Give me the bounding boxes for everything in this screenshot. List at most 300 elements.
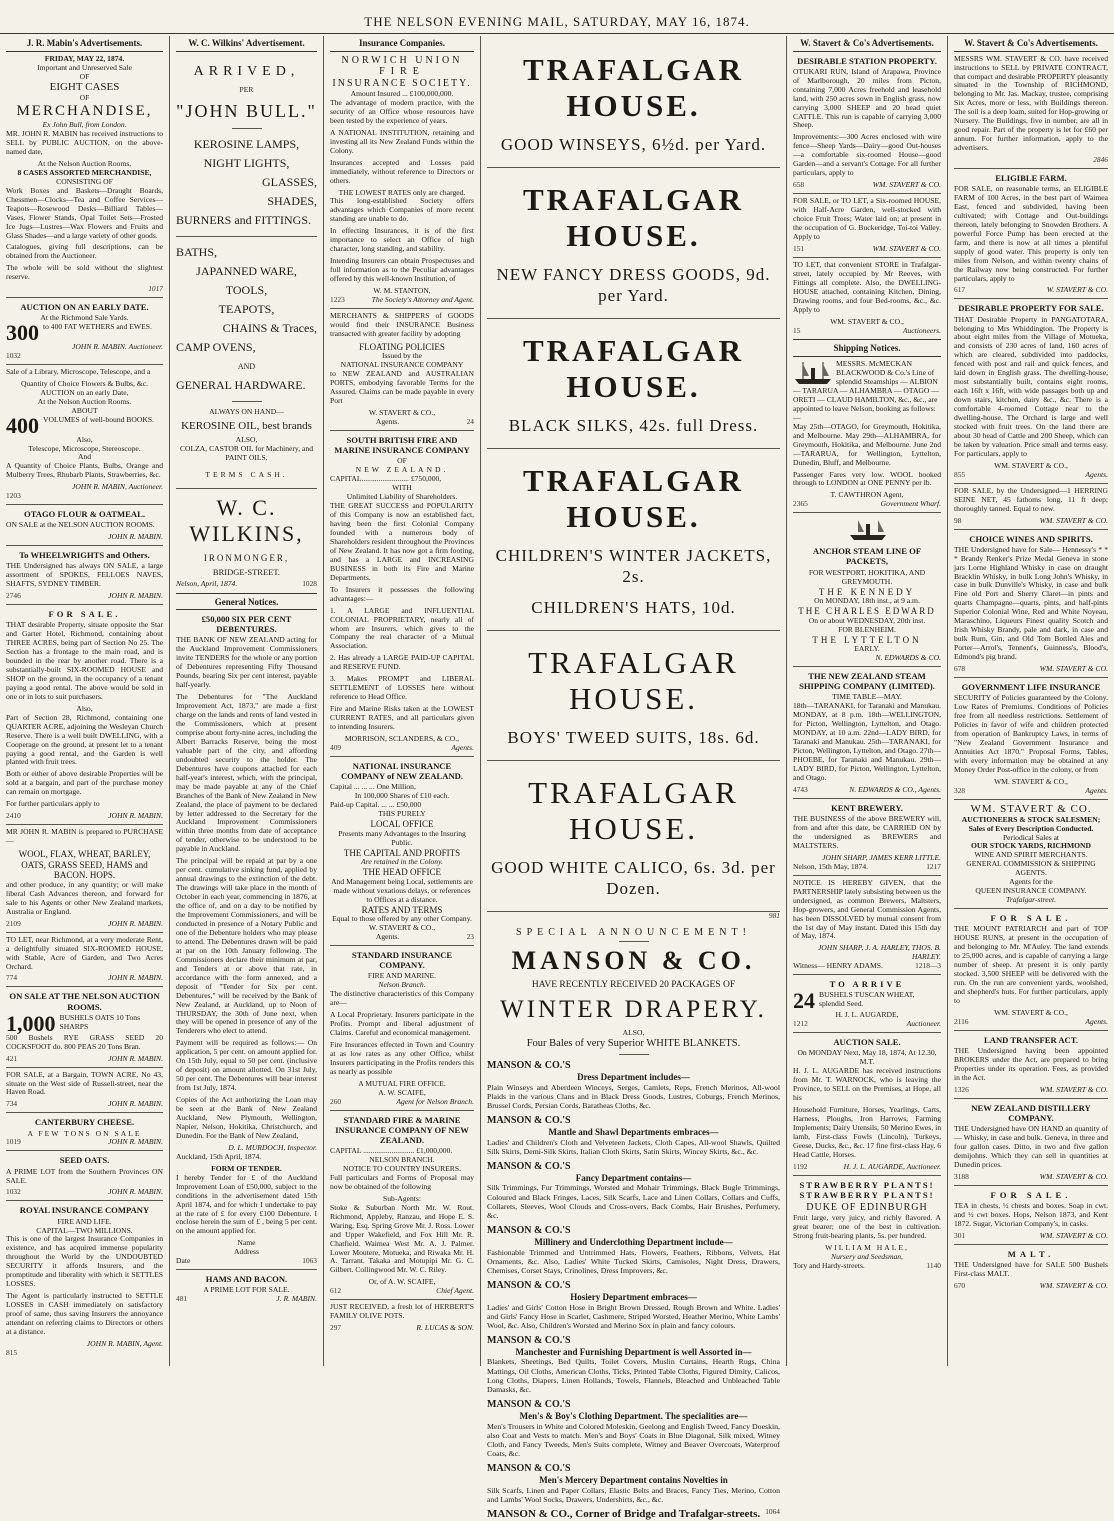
land-title: LAND TRANSFER ACT. <box>984 1034 1078 1045</box>
kent-date: Nelson, 15th May, 1874. <box>793 861 869 871</box>
ref-number: 409 <box>330 742 342 752</box>
consisting-label: CONSISTING OF <box>56 176 113 186</box>
seedoats-title: SEED OATS. <box>59 1155 110 1166</box>
stavert-general: GENERAL COMMISSION & SHIPPING AGENTS. <box>966 859 1096 878</box>
auction-ship: Ex John Bull, from London. <box>42 120 127 130</box>
ref-number: 617 <box>954 285 966 295</box>
ref-number: 421 <box>6 1053 18 1063</box>
malt-title: MALT. <box>1007 1248 1055 1259</box>
anchor-ship1: THE KENNEDY <box>818 586 916 597</box>
southbritish-agents: Agents. <box>451 742 474 752</box>
norwich-society: INSURANCE SOCIETY. <box>332 78 472 90</box>
standard-points: A Local Proprietary. Insurers participate in the Profits. Prompt and liberal adjustment of Claims. Careful and economical management. <box>330 1010 474 1037</box>
seine-agent: WM. STAVERT & CO. <box>1039 515 1108 525</box>
trafalgar-ad <box>487 761 780 912</box>
trafalgar-ad <box>487 38 780 168</box>
manson-dept-text: Blankets, Sheetings, Bed Quilts, Toilet Covers, Muslin Curtains, Hearth Rugs, China Mattings, Oil Cloths, American Cloths, Ticks, Printed Table Cloths, Figured Dimity, Calicos, Long Cloths, Diapers, Linen Hollands, Towels, Flannels, Bleached and Unbleached Table Damasks, &c. <box>487 1357 780 1395</box>
wilkins-date: Nelson, April, 1874. <box>176 578 238 588</box>
ref-number: 1019 <box>6 1137 21 1147</box>
arrived-text: ARRIVED, <box>193 63 300 79</box>
norwich-agent2: The Society's Attorney and Agent. <box>371 295 474 305</box>
cheese-title: CANTERBURY CHEESE. <box>34 1117 135 1128</box>
manson-dept-name: MANSON & CO.'S <box>487 1335 571 1347</box>
ref-number: 2846 <box>1093 155 1108 165</box>
ref-number: 678 <box>954 664 966 674</box>
standard2-notice: NOTICE TO COUNTRY INSURERS. <box>343 1163 461 1173</box>
standard-branch: Nelson Branch. <box>378 980 426 990</box>
national-text: Presents many Advantages to the Insuring Public. <box>338 828 466 847</box>
anchor-ship1-date: On MONDAY, 18th inst., at 9 a.m. <box>814 596 920 606</box>
wines-title: CHOICE WINES AND SPIRITS. <box>969 533 1093 544</box>
auction-catalogues: Catalogues, giving full descriptions, can be obtained from the Auctioneer. <box>6 242 163 261</box>
library-title: Sale of a Library, Microscope, Telescope, and a <box>6 366 151 376</box>
ref-number: 1212 <box>793 1019 808 1029</box>
auction2-place: At the Richmond Sale Yards. <box>40 313 129 323</box>
national-company: NATIONAL INSURANCE COMPANY <box>340 360 464 370</box>
national-local: LOCAL OFFICE <box>370 818 434 829</box>
manson-dept-name: MANSON & CO.'S <box>487 1060 571 1072</box>
column-header: W. Stavert & Co's Advertisements. <box>954 38 1108 52</box>
sale-agent: WM. STAVERT & CO. <box>872 243 941 253</box>
nzship-title: THE NEW ZEALAND STEAM SHIPPING COMPANY (LIMITED). <box>799 671 935 692</box>
hams-text: A PRIME LOT FOR SALE. <box>203 1285 290 1295</box>
trafalgar-title: TRAFALGAR HOUSE. <box>528 645 739 716</box>
issued-label: Issued by the <box>381 351 423 361</box>
colza-oil: COLZA, CASTOR OIL for Machinery, and PAINT OILS. <box>179 444 313 463</box>
merchants-text: MERCHANTS & SHIPPERS of GOODS would find their INSURANCE Business transacted with greater facility by adopting <box>330 310 474 338</box>
manson-received: HAVE RECENTLY RECEIVED 20 PACKAGES OF <box>531 980 736 991</box>
advantage-point: 1. A LARGE and INFLUENTIAL COLONIAL PROPRIETARY, nearly all of whom are Insurers, which gives to the Company the real character of a Mutual Association. <box>330 605 474 651</box>
stavert-title: AUCTIONEERS & STOCK SALESMEN; Sales of Every Description Conducted. <box>961 814 1101 833</box>
nz-label: NEW ZEALAND. <box>355 465 449 475</box>
oats-count: 1,000 <box>6 1010 56 1036</box>
floating-policies: FLOATING POLICIES <box>359 341 445 352</box>
ref-number: 612 <box>330 1286 342 1296</box>
ref-number: 774 <box>6 973 18 983</box>
column-header: Insurance Companies. <box>330 38 474 52</box>
tolet-text: TO LET, that convenient STORE in Trafalgar-street, lately occupied by Mr Reeves, with Fittings all complete. Also, the DWELLING-HOUSE attached, containing Kitchen, Dining, Drawing rooms, and four Bed-rooms, &c., &c. Apply to <box>793 259 941 314</box>
national-capital2: THE CAPITAL AND PROFITS <box>343 847 461 858</box>
ref-number: 1063 <box>302 1256 317 1266</box>
ref-number: 98 <box>954 515 962 525</box>
always-label: ALWAYS ON HAND— <box>209 407 284 417</box>
pangatotara-agents: Agents. <box>1085 469 1108 479</box>
manson-dept-name: MANSON & CO.'S <box>487 1115 571 1127</box>
steamship-icon <box>793 360 833 386</box>
manson-title: MANSON & CO. <box>511 945 756 975</box>
ref-number: 260 <box>330 1096 342 1106</box>
ref-number: 1032 <box>6 1187 21 1197</box>
national-text3: Equal to those offered by any other Company. <box>332 914 472 924</box>
manson-dept-head: Mantle and Shawl Departments embraces— <box>548 1127 719 1137</box>
with-label: WITH <box>392 483 412 493</box>
kerosine-oil: KEROSINE OIL, best brands <box>181 420 312 433</box>
of-label: OF <box>397 456 407 466</box>
form-address: Address <box>234 1247 259 1257</box>
mcmeckan-text: MESSRS. McMECKAN BLACKWOOD & Co.'s Line of splendid Steamships — ALBION — TARARUA — ALHAMBRA — OTAGO — ORETI — CLAUD HAMILTON, &c., &c., are appointed to leave Nelson, booking as follows:— <box>793 359 939 422</box>
ref-number: 1028 <box>302 578 317 588</box>
ref-number: 2365 <box>793 499 808 509</box>
debentures-text5: Copies of the Act authorizing the Loan may be seen at the Bank of New Zealand Auckland, New Plymouth, Wellington, Napier, Nelson, Hokitika, Christchurch, and Dunedin. For the Bank of New Zealand, <box>176 1095 317 1140</box>
forsale-text3: Both or either of above desirable Properties will be sold at a bargain, and part of the purchase money can remain on mortgage. <box>6 769 163 797</box>
mcmeckan-agent2: Government Wharf. <box>880 499 941 509</box>
ref-number: 981 <box>768 911 780 920</box>
straw-place: Tory and Hardy-streets. <box>793 1260 865 1270</box>
land-agent: WM. STAVERT & CO. <box>1039 1084 1108 1094</box>
ref-number: 297 <box>330 1323 342 1333</box>
goods-item: NIGHT LIGHTS, <box>203 156 290 171</box>
national-head: THE HEAD OFFICE <box>363 867 441 878</box>
kent-names: JOHN SHARP, JAMES KERR LITTLE. <box>822 852 941 862</box>
manson-dept-name: MANSON & CO.'S <box>487 1225 571 1237</box>
manson-dept-name: MANSON & CO.'S <box>487 1399 571 1411</box>
standard-mutual: A MUTUAL FIRE OFFICE. <box>358 1078 446 1088</box>
trafalgar-house-ads <box>487 38 780 912</box>
forsale-text: THE MOUNT PATRIARCH and part of TOP HOUSE RUNS, at present in the occupation of and belonging to Mr. M'Auley. The land extends to 25,000 acres, and is capable of carrying a large number of sheep. At present it is only partly stocked. 3,500 SHEEP will be delivered with the run. On the run are convenient yards, woolshed, and shepherd's huts. For further particulars, apply to <box>954 924 1108 1005</box>
standard2-text: Full particulars and Forms of Proposal may now be obtained of the following <box>330 1172 474 1191</box>
forsale-title: FOR SALE. <box>48 609 121 620</box>
tolet-agent: JOHN R. MABIN. <box>108 973 163 983</box>
ref-number: 3188 <box>954 1171 969 1181</box>
otago-text: ON SALE at the NELSON AUCTION ROOMS. <box>6 520 155 530</box>
advantage-point: 2. Has already a LARGE PAID-UP CAPITAL and RESERVE FUND. <box>330 653 474 672</box>
auction-title: AUCTION SALE. <box>833 1037 901 1048</box>
blankets-text: Four Bales of very Superior WHITE BLANKETS. <box>526 1037 741 1049</box>
auction2-agent: JOHN R. MABIN. Auctioneer. <box>72 342 163 352</box>
manson-dept-name: MANSON & CO.'S <box>487 1280 571 1292</box>
trafalgar-offer: NEW FANCY DRESS GOODS, 9d. per Yard. <box>496 265 771 305</box>
manson-dept-text: Ladies' and Girls' Cotton Hose in Bright Brown Dressed, Rough Brown and White. Ladies' and Girls' Fancy Hose in Scarlet, Cashmere, Striped Worsted, Heather Merino, White Lambs' Wool, &c. Also, Children's Worsted and Merino Sox in plain and fancy colours. <box>487 1302 780 1330</box>
royal-text2: The Agent is particularly instructed to SETTLE LOSSES in CASH immediately on satisfactory proof of same, thus saving Insurers the annoyance attendant on referring claims to Directors or others at a distance. <box>6 1291 163 1337</box>
auction-date: FRIDAY, MAY 22, 1874. <box>44 53 125 63</box>
ref-number: 15 <box>793 325 801 335</box>
manson-corner: MANSON & CO., Corner of Bridge and Trafalgar-streets. <box>487 1508 761 1521</box>
special-announcement: SPECIAL ANNOUNCEMENT! <box>516 926 751 938</box>
manson-dept-text: Fashionable Trimmed and Untrimmed Hats, Flowers, Feathers, Ribbons, Velvets, Hat Ornaments, &c. Also, Ladies' White Tucked Skirts, Camisoles, Night Dress, Drawers, Chemises, Corset Stays, Crinolines, Dress Improvers, &c. <box>487 1247 780 1275</box>
hams-agent: J. R. MABIN. <box>276 1294 317 1304</box>
manson-departments <box>487 1060 780 1504</box>
trafalgar-ad <box>487 168 780 319</box>
auction-intro: Important and Unreserved Sale <box>37 62 132 72</box>
standard-text2: Fire Insurances effected in Town and Country at as low rates as any other Office, whilst Insurers participating in the Profits renders this as nearly as possible <box>330 1039 474 1076</box>
per-label: PER <box>239 85 254 95</box>
ref-number: 1017 <box>148 284 163 294</box>
merchants-agents: Agents. <box>375 417 400 427</box>
column-mabin <box>0 36 170 1366</box>
distillery-title: NEW ZEALAND DISTILLERY COMPANY. <box>971 1102 1091 1123</box>
just-agent: R. LUCAS & SON. <box>416 1323 474 1333</box>
wheel-agent: JOHN R. MABIN. <box>108 591 163 601</box>
national-purely: THIS PURELY <box>378 809 426 819</box>
advantage-point: 3. Makes PROMPT and LIBERAL SETTLEMENT of LOSSES here without reference to Head Office. <box>330 674 474 702</box>
seedoats-text: A PRIME LOT from the Southern Provinces ON SALE. <box>6 1166 163 1185</box>
manson-dept-text: Ladies' and Children's Cloth and Velveteen Jackets, Cloth Capes, All-wool Shawls, Quilted Silk Skirts, Demi-Silk Skirts, Italian Cloth Skirts, Satin Skirts, Wincey Skirts, &c., &c. <box>487 1137 780 1156</box>
southbritish-title: SOUTH BRITISH FIRE AND MARINE INSURANCE COMPANY <box>334 435 470 456</box>
standard-text: The distinctive characteristics of this Company are— <box>330 989 474 1008</box>
standard-agent2: Agent for Nelson Branch. <box>396 1096 474 1106</box>
govt-text: SECURITY of Policies guaranteed by the Colony. Low Rates of Premiums. Conditions of Policies free from all needless restrictions. Settlement of Policies in favor of wife and children protected from operation of Bankruptcy Laws, in terms of "New Zealand Government Insurance and Annuities Act 1870." Proposal Forms, Tables, with every information may be obtained at any Money Order Post-office in the colony, or from <box>954 693 1108 774</box>
bargain-agent: JOHN R. MABIN. <box>108 1099 163 1109</box>
onsale-items: 500 Bushels RYE GRASS SEED 20 COCKSFOOT do. 800 PEAS 20 Tons Bran. <box>6 1032 163 1051</box>
arrive-text: BUSHELS TUSCAN WHEAT, splendid Seed. <box>819 990 915 1009</box>
also-label: ALSO, <box>235 435 258 445</box>
goods-list-2 <box>176 243 317 395</box>
ref-number: 4743 <box>793 784 808 794</box>
debentures-text3: The principal will be repaid at par by a one per cent. cumulative sinking fund, applied by annual drawings to the extinction of the debt. The drawings will take place in the month of October in each year, commencing in 1876, at the office of, and on a day to be notified by the Improvement Commissioners, and will be conducted in presence of a Notary Public and one of the Debenture holders who may please to attend. The Debentures drawn will be paid at par on the 10th January following. The Commissioners declare their minimum at par, and Tenders at or above that rate, in accordance with the form annexed, and a deposit of "Tender for Six per cent. Debentures," will be received by the Bank of New Zealand, at Auckland, up to Noon of THURSDAY, the 30th of June next, when they will be opened in presence of any of the Tenderers who elect to attend. <box>176 856 317 1036</box>
debentures-date: Auckland, 15th April, 1874. <box>176 1151 262 1161</box>
shipping-header: Shipping Notices. <box>793 339 941 357</box>
auction-items: Work Boxes and Baskets—Draught Boards, Chessmen—Clocks—Tea and Coffee Services—Teapots—Rosewood Desks—Billiard Tables—Vases, Flower Stands, Opal Toilet Sets—Frosted Ice Jugs—Lustres—Wax Flowers and Fruits and Glass Shades—and a large variety of other goods. <box>6 185 163 240</box>
wheel-text: THE Undersigned has always ON SALE, a large assortment of SPOKES, FELLOES NAVES, SHAFTS, SYDNEY TIMBER. <box>6 561 163 589</box>
southbritish-points <box>330 607 474 703</box>
royal-title: ROYAL INSURANCE COMPANY <box>19 1205 150 1216</box>
manson-dept-head: Fancy Department contains— <box>575 1172 692 1183</box>
royal-sub: FIRE AND LIFE. <box>57 1216 112 1226</box>
library-place: At the Nelson Auction Rooms. <box>37 396 132 406</box>
station-text: OTUKARI RUN, Island of Arapawa, Province of Marlborough, 20 miles from Picton, containing 7,000 Acres freehold and leasehold land, with 250 acres sown in English grass, now carrying 3,000 SHEEP and 20 head quiet CATTLE. This run is capable of carrying 3,000 Sheep. <box>793 66 941 130</box>
govt-title: GOVERNMENT LIFE INSURANCE <box>961 682 1101 692</box>
goods-item: GLASSES, <box>261 175 317 190</box>
terms-cash: TERMS CASH. <box>205 470 288 480</box>
anchor-title: ANCHOR STEAM LINE OF PACKETS, <box>812 546 922 567</box>
manson-dept-head: Men's Mercery Department contains Novelties in <box>539 1475 728 1486</box>
purchase-items: WOOL, FLAX, WHEAT, BARLEY, OATS, GRASS SEED, HAMS and BACON. HOPS. <box>18 849 151 881</box>
ref-number: 2116 <box>954 1016 969 1026</box>
kent-title: KENT BREWERY. <box>831 802 903 813</box>
norwich-text5: Intending Insurers can obtain Prospectuses and full information as to the Peculiar advantages offered by this well-known Institution, of <box>330 256 474 284</box>
library-early: AUCTION on an early Date, <box>40 387 129 397</box>
national-text2: And Management being Local, settlements are made without vexatious delays, or references to Offices at a distance. <box>331 876 473 904</box>
onsale-agent: JOHN R. MABIN. <box>108 1053 163 1063</box>
forsale-apply: For further particulars apply to <box>6 799 100 809</box>
ref-number: 1326 <box>954 1084 969 1094</box>
goods-item: AND <box>237 362 256 372</box>
standard2-capital: CAPITAL ........................... £1,000,000. <box>330 1146 453 1156</box>
auction-body: MR. JOHN R. MABIN has received instructions to SELL by PUBLIC AUCTION, on the above-named date, <box>6 129 163 156</box>
stavert-agents-for: Agents for the <box>1009 877 1053 887</box>
merchants-agent: W. STAVERT & CO., <box>368 408 436 418</box>
cheese-text: A FEW TONS ON SALE <box>27 1128 142 1138</box>
volumes-text: VOLUMES of well-bound BOOKS. <box>43 414 154 424</box>
ref-number: 815 <box>6 1347 18 1357</box>
column-insurance <box>324 36 481 1366</box>
otago-agent: JOHN R. MABIN. <box>108 532 163 542</box>
wilkins-street: BRIDGE-STREET. <box>212 566 281 577</box>
southbritish-capital: CAPITAL......................... £750,000, <box>330 474 442 484</box>
southbritish-agent: MORRISON, SCLANDERS, & CO., <box>344 733 460 743</box>
merchants-text2: to NEW ZEALAND and AUSTRALIAN PORTS, embodying favorable Terms for the Assured. Claims can be made payable in every Port <box>330 369 474 406</box>
station-text2: Improvements:—300 Acres enclosed with wire fence—Sheep Yards—Dairy—good Out-houses—a comfortable six-roomed House—good Garden—and a servant's Cottage. For all further particulars, apply to <box>793 132 941 178</box>
just-text: JUST RECEIVED, a fresh lot of HERBERT'S FAMILY OLIVE POTS. <box>330 1302 474 1321</box>
standard-title: STANDARD INSURANCE COMPANY. <box>351 950 453 971</box>
forsale-text: THAT desirable Property, situate opposite the Star and Garter Hotel, Richmond, containing about THREE ACRES, being part of Section No 25. The Section has a frontage to the main road, and is bounded in the rear by another road. There is a substantially-built SIX-ROOMED HOUSE and SHOP on the ground, in the occupancy of a tenant paying a good rental. The above would be sold in one or in lots to suit purchasers. <box>6 620 163 701</box>
goods-list-1 <box>176 135 317 230</box>
column-header: W. Stavert & Co's Advertisements. <box>793 38 941 52</box>
manson-dept-head: Hosiery Department embraces— <box>570 1291 697 1302</box>
nzship-agent: N. EDWARDS & CO., Agents. <box>849 784 941 794</box>
trafalgar-offer: BOYS' TWEED SUITS, 18s. 6d. <box>507 728 760 747</box>
wethers-count: 300 <box>6 320 39 346</box>
column-trafalgar-manson <box>481 36 787 1521</box>
goods-item: KEROSINE LAMPS, <box>193 137 300 152</box>
tolet-agent: WM. STAVERT & CO., <box>830 316 904 326</box>
anchor-ship3: THE LYTTELTON <box>812 634 922 645</box>
royal-capital: CAPITAL—TWO MILLIONS. <box>36 1225 133 1235</box>
ref-number: 658 <box>793 180 805 190</box>
arrive-agent2: Auctioneer. <box>906 1019 941 1029</box>
unlimited-label: Unlimited Liability of Shareholders. <box>346 492 458 502</box>
also-label: ALSO, <box>622 1027 645 1037</box>
trafalgar-ad <box>487 631 780 761</box>
trafalgar-title: TRAFALGAR HOUSE. <box>522 52 745 123</box>
standard2-agents: Stoke & Suburban North Mr. W. Rout. Richmond, Appleby, Ranzau, and Hope E. S. Waring, Esq. Spring Grove Mr. J. Ross. Lower and Upper Wakefield, and Fox Hill Mr. R. Chatfield. Waimea West Mr. A. J. Palmer. Lower Moutere, Motueka, and Riwaka Mr. H. A. Tarrant. Takaka and Motupipi Mr. G. C. Gilbert. Collingwood Mr. W. C. Riley. <box>330 1202 474 1275</box>
standard-agent: A. W. SCAIFE, <box>378 1087 426 1097</box>
southbritish-text2: To Insurers it possesses the following advantages:— <box>330 584 474 603</box>
pangatotara-agent: WM. STAVERT & CO., <box>994 460 1068 470</box>
debentures-title: £50,000 SIX PER CENT DEBENTURES. <box>201 614 292 635</box>
goods-item: SHADES, <box>267 194 317 209</box>
telescope-text: Telescope, Microscope, Stereoscope. <box>28 443 141 453</box>
auction-items: Household Furniture, Horses, Yearlings, Carts, Harness, Ploughs, Iron Harrows, Farming Implements; Dairy Utensils, 50 Merino Ewes, in lamb, First-class Fowls (Lincoln), Turkeys, Geese, Ducks, &c., &c. 17 fine first-class Hay, 6 Head Cattle, Horses. <box>793 1105 941 1159</box>
form-date: Date <box>176 1256 191 1266</box>
of-label-2: OF <box>79 93 90 103</box>
mcmeckan-fares: Passenger Fares very low. WOOL booked through to LONDON at ONE PENNY per lb. <box>793 469 941 488</box>
straw-text: Fruit large, very juicy, and richly flavored. A great bearer; one of the best in cultivation. Strong fruit-bearing plants, 5s. per hundred. <box>793 1212 941 1240</box>
ref-number: 2746 <box>6 591 21 601</box>
stavert-yards: OUR STOCK YARDS, RICHMOND <box>971 841 1091 851</box>
stavert-wine: WINE AND SPIRIT MERCHANTS. <box>974 850 1088 860</box>
standard2-branch: NELSON BRANCH. <box>369 1155 435 1164</box>
stavert-periodical: Periodical Sales at <box>1002 832 1060 842</box>
national-rates: RATES AND TERMS <box>361 904 443 915</box>
mcmeckan-agent: T. CAWTHRON Agent, <box>830 490 904 500</box>
wilkins-name: W. C. WILKINS, <box>189 495 304 546</box>
southbritish-text: THE GREAT SUCCESS and POPULARITY of this Company is now an established fact, having been the first Colonial Company founded with a numerous body of Shareholders resident throughout the Provinces of New Zealand. It has now got a firm footing, and has a LARGE and INCREASING BUSINESS in both its Fire and Marine Departments. <box>330 501 474 582</box>
ref-number: 855 <box>954 469 966 479</box>
anchor-ship2: THE CHARLES EDWARD <box>798 606 936 617</box>
seine-text: FOR SALE, by the Undersigned—1 HERRING SEINE NET, 45 fathoms long, 11 ft deep; thoroughly tanned. Equal to new. <box>954 485 1108 513</box>
straw-agent: WILLIAM HALE, <box>825 1242 909 1252</box>
ref-number: 481 <box>176 1294 188 1304</box>
otago-title: OTAGO FLOUR & OATMEAL. <box>24 509 145 520</box>
wheel-title: To WHEELWRIGHTS and Others. <box>19 550 150 561</box>
land-text: THE Undersigned having been appointed BROKERS under the Act, are prepared to bring Properties under its operation. Fees, as provided in the Act. <box>954 1045 1108 1082</box>
column-wilkins <box>170 36 324 1366</box>
wheat-count: 24 <box>793 988 815 1014</box>
national-retained: Are retained in the Colony. <box>361 857 443 867</box>
govt-agent: WM. STAVERT & CO., <box>994 776 1068 786</box>
trafalgar-title: TRAFALGAR HOUSE. <box>522 333 745 404</box>
forsale-agent: WM. STAVERT & CO., <box>994 1007 1068 1017</box>
forsale-title: FOR SALE. <box>990 913 1072 924</box>
ref-number: 2410 <box>6 811 21 821</box>
manson-dept-text: Men's Trousers in White and Colored Moleskin, Geelong and English Tweed, Fancy Doeskin, also Coat and Vests to match. Men's and Boys' Coats in Blue Diagonal, Silk mixed, Witney Cloth, and Fancy Tweeds, Men's Suits complete, Witney and Beaver Overcoats, Waterproof Coats, &c. <box>487 1421 780 1459</box>
ship-name: "JOHN BULL." <box>176 101 317 122</box>
tolet-text: TO LET, near Richmond, at a very moderate Rent, a delightfully situated SIX-ROOMED HOUSE, with Stable, Acre of Garden, and Two Acres Orchard. <box>6 934 163 971</box>
norwich-text: The advantage of modern practice, with the security of an Office whose resources have been tested by the experience of years. <box>330 97 474 125</box>
manson-dept-head: Dress Department includes— <box>577 1072 690 1083</box>
malt-text: THE Undersigned have for SALE 500 Bushels First-class MALT. <box>954 1259 1108 1278</box>
manson-dept-head: Men's & Boy's Clothing Department. The specialities are— <box>519 1411 748 1422</box>
mcmeckan-sailings: May 25th—OTAGO, for Greymouth, Hokitika, and Melbourne. May 29th—ALHAMBRA, for Greymouth, Hokitika, and Melbourne. June 2nd—TARARUA, for Wellington, Lyttelton, Dunedin, Bluff, and Melbourne. <box>793 421 941 467</box>
ref-number: 1217 <box>926 861 941 871</box>
library-line2: Quantity of Choice Flowers & Bulbs, &c. <box>21 378 148 388</box>
column-header: J. R. Mabin's Advertisements. <box>6 38 163 52</box>
merchandise-title: MERCHANDISE, <box>16 103 153 120</box>
forsale-text2: Part of Section 28, Richmond, containing one QUARTER ACRE, adjoining the Wesleyan Church Reserve. There is a well built DWELLING, with a Cooperage on the ground, at present let to a tenant paying a good rental, and the Garden is well planted with fruit trees. <box>6 712 163 767</box>
malt-agent: WM. STAVERT & CO. <box>1039 1280 1108 1290</box>
anchor-text: FOR WESTPORT, HOKITIKA, AND GREYMOUTH. <box>808 567 926 586</box>
distillery-agent: WM. STAVERT & CO. <box>1039 1171 1108 1181</box>
trafalgar-offer-2: CHILDREN'S HATS, 10d. <box>531 598 736 617</box>
ref-number: 151 <box>793 243 805 253</box>
trafalgar-offer: GOOD WINSEYS, 6½d. per Yard. <box>500 135 767 154</box>
ref-number: 734 <box>6 1099 18 1109</box>
standard2-agent: Or, of A. W. SCAIFE, <box>368 1277 436 1287</box>
plants-text: A Quantity of Choice Plants, Bulbs, Orange and Mulberry Trees, Rhubarb Plants, Strawberries, &c. <box>6 461 163 480</box>
manson-dept-name: MANSON & CO.'S <box>487 1160 571 1172</box>
straw-duke: DUKE OF EDINBURGH <box>806 1202 928 1214</box>
library-agent: JOHN R. MABIN, Auctioneer. <box>72 482 163 492</box>
oats-text: BUSHELS OATS 10 Tons SHARPS <box>59 1012 141 1031</box>
tolet-agents: Auctioneers. <box>902 325 941 335</box>
forsale-agents: Agents. <box>1085 1016 1108 1026</box>
farm-text: FOR SALE, on reasonable terms, an ELIGIBLE FARM of 100 Acres, in the best part of Waimea East, fenced and subdivided, having been cultivated; with Cottage and Out-buildings thereon, lately belonging to Snowden Brothers. A powerful Force Pump has been erected at the farm, and there is now at all times a plentiful supply of good water. This property is only ten miles from Nelson, and within twenty chains of the Railway now being constructed. For further particulars, apply to <box>954 183 1108 283</box>
goods-item: CHAINS & Traces, <box>222 321 317 336</box>
norwich-nat: A NATIONAL INSTITUTION, retaining and investing all its New Zealand Funds within the Colony. <box>330 127 474 155</box>
stavert-queen: QUEEN INSURANCE COMPANY. <box>975 886 1087 896</box>
arrive-title: TO ARRIVE <box>829 979 905 990</box>
national-shares: In 100,000 Shares of £10 each. <box>354 791 450 801</box>
anchor-ship2-date: On or about WEDNESDAY, 20th inst. <box>808 615 926 625</box>
trafalgar-offer: GOOD WHITE CALICO, 6s. 3d. per Dozen. <box>491 858 776 898</box>
masthead: THE NELSON EVENING MAIL, SATURDAY, MAY 16, 1874. <box>0 0 1114 34</box>
goods-item: GENERAL HARDWARE. <box>176 378 306 393</box>
column-header: W. C. Wilkins' Advertisement. <box>176 38 317 52</box>
royal-text: This is one of the largest Insurance Companies in existence, and has acquired immense popularity throughout the World by the UNDOUBTED SECURITY it affords Insurers, and the promptitude and liberality with which it SETTLES LOSSES. <box>6 1234 163 1289</box>
goods-item: CAMP OVENS, <box>176 340 256 355</box>
ref-number: 1192 <box>793 1161 808 1171</box>
manson-dept-text: Silk Scarfs, Linen and Paper Collars, Elastic Belts and Braces, Fancy Ties, Merino, Cotton and Lambs' Wool Socks, Drawers, Undershirts, &c., &c. <box>487 1485 780 1504</box>
bargain-text: FOR SALE, at a Bargain, TOWN ACRE, No 43, situate on the West side of Russell-street, near the Haven Road. <box>6 1069 163 1097</box>
form-text: I hereby Tender for £ of the Auckland Improvement Loan of £50,000, subject to the conditions in the advertisement dated 15th April 1874, and for which I undertake to pay at the rate of £ for every £100 Debenture. I enclose herein the sum of £ , being 5 per cent. on the amount applied for. <box>176 1172 317 1236</box>
goods-item: BATHS, <box>176 245 218 260</box>
national-agents: Agents. <box>375 932 400 942</box>
ref-number: 1203 <box>6 491 21 501</box>
auction-reserve: The whole will be sold without the slightest reserve. <box>6 263 163 282</box>
debentures-text: THE BANK OF NEW ZEALAND acting for the Auckland Improvement Commissioners invite TENDERS for the whole or any portion of Debentures representing Fifty Thousand Pounds, bearing Six per cent interest, payable half-yearly. <box>176 635 317 690</box>
goods-item: TEAPOTS, <box>218 302 275 317</box>
onsale-title: ON SALE AT THE NELSON AUCTION ROOMS. <box>9 991 160 1012</box>
trafalgar-title: TRAFALGAR HOUSE. <box>528 775 739 846</box>
royal-agent: JOHN R. MABIN, Agent. <box>86 1338 163 1348</box>
purchase-text2: and other produce, in any quantity; or will make liberal Cash Advances thereon, and forward for sale to his Agents or other New Zealand markets, Australia or England. <box>6 879 163 916</box>
notice-witness: Witness— HENRY ADAMS. <box>793 961 883 971</box>
kent-text: THE BUSINESS of the above BREWERY will, from and after this date, be CARRIED ON by the undersigned as BREWERS and MALTSTERS. <box>793 814 941 850</box>
trafalgar-ad <box>487 449 780 631</box>
wilkins-trade: IRONMONGER, <box>203 552 290 563</box>
norwich-text3: This long-established Society offers advantages which Companies of more recent standing are unable to do. <box>330 196 474 224</box>
debentures-text4: Payment will be required as follows:— On application, 5 per cent. on amount applied for. On 15th July, equal to 50 per cent. (inclusive of deposit) on amount allotted. On 31st July, 50 per cent. The Debentures will bear interest from 1st July, 1874. <box>176 1038 317 1093</box>
notice-text: NOTICE IS HEREBY GIVEN, that the PARTNERSHIP lately subsisting between us the undersigned, as common Brewers, Maltsters, Hop-growers, and General Commission Agents, has been DISSOLVED by mutual consent from the 1st day of May instant. Dated this 15th day of May, 1874. <box>793 877 941 941</box>
instr-text: MESSRS WM. STAVERT & CO. have received instructions to SELL by PRIVATE CONTRACT, that compact and desirable PROPERTY pleasantly situated in the Township of RICHMOND, belonging to Mr. Jas. Mackay, trustee, comprising Six Acres, more or less, with Buildings thereon. The soil is a deep loam, suited for Hop-growing or Nursery. The Buildings, five in number, are all in good repair. Part of the property is let for £60 per annum. For further information, apply to the advertisers. <box>954 53 1108 153</box>
column-stavert-a <box>787 36 948 1366</box>
manson-dept-text: Silk Trimmings, Fur Trimmings, Worsted and Mohair Trimmings, Black Bugle Trimmings, Coloured and Black Fringes, Laces, Silk Scarfs, Lace and Linen Collars, Collars and Cuffs, Collarets, Sleeves, Wool Clouds and Cross-overs, Back Combs, Hair Brushes, Perfumery, &c. <box>487 1183 780 1220</box>
auction-date: On MONDAY Next, May 18, 1874, At 12.30, M.T. <box>797 1048 937 1067</box>
auction-place: At the Nelson Auction Rooms, <box>37 158 132 168</box>
national-title: NATIONAL INSURANCE COMPANY of NEW ZEALAND. <box>340 760 464 782</box>
national-capital: Capital ... ... ... One Million, <box>330 782 416 792</box>
